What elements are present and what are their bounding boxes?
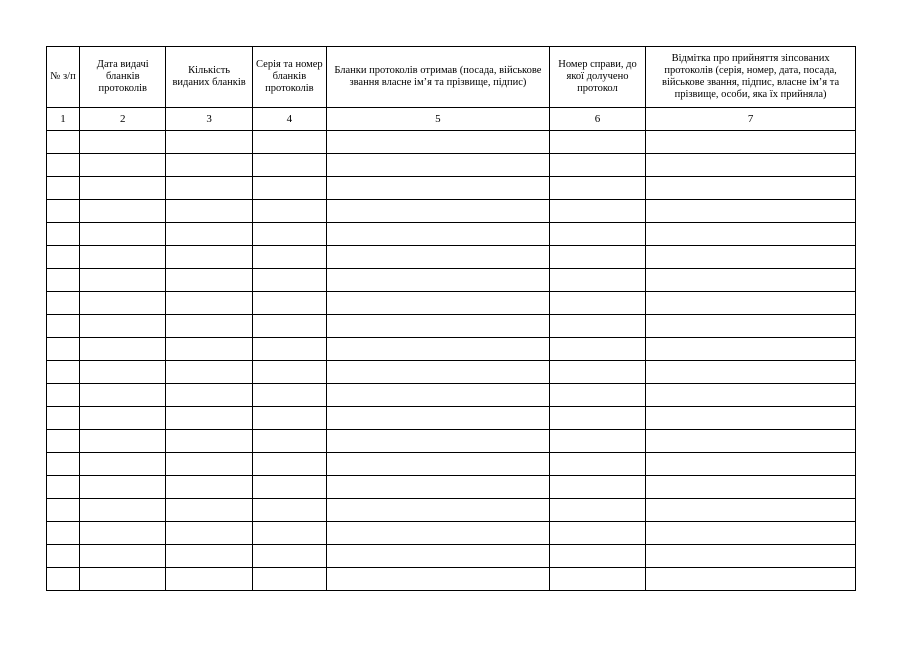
table-cell[interactable] <box>327 177 550 200</box>
table-cell[interactable] <box>80 292 166 315</box>
table-cell[interactable] <box>80 361 166 384</box>
table-cell[interactable] <box>646 522 856 545</box>
table-cell[interactable] <box>166 177 252 200</box>
table-cell[interactable] <box>646 453 856 476</box>
table-cell[interactable] <box>166 430 252 453</box>
table-cell[interactable] <box>80 154 166 177</box>
header-issue-date: Дата видачі бланків протоколів <box>80 47 166 108</box>
table-cell[interactable] <box>47 499 80 522</box>
table-cell[interactable] <box>646 131 856 154</box>
table-row <box>47 315 856 338</box>
table-cell[interactable] <box>646 384 856 407</box>
table-row <box>47 499 856 522</box>
table-cell[interactable] <box>327 200 550 223</box>
table-cell[interactable] <box>327 499 550 522</box>
table-cell[interactable] <box>646 545 856 568</box>
table-row <box>47 453 856 476</box>
table-row <box>47 338 856 361</box>
table-cell[interactable] <box>47 246 80 269</box>
table-cell[interactable] <box>47 407 80 430</box>
table-cell[interactable] <box>646 154 856 177</box>
table-cell[interactable] <box>549 522 645 545</box>
table-cell[interactable] <box>47 269 80 292</box>
table-cell[interactable] <box>47 430 80 453</box>
protocol-register-table <box>46 46 856 591</box>
table-cell[interactable] <box>252 269 326 292</box>
table-cell[interactable] <box>252 384 326 407</box>
column-number-row <box>47 108 856 131</box>
table-cell[interactable] <box>327 522 550 545</box>
table-cell[interactable] <box>80 384 166 407</box>
table-cell[interactable] <box>166 453 252 476</box>
header-spoiled-protocols-note: Відмітка про прийняття зіпсованих протоколів (серія, номер, дата, посада, військове звання, підпис, власне ім’я та прізвище, особи, яка їх прийняла) <box>646 47 856 108</box>
table-cell[interactable] <box>549 292 645 315</box>
table-cell[interactable] <box>80 568 166 591</box>
table-cell[interactable] <box>252 545 326 568</box>
column-number: 3 <box>166 108 252 131</box>
table-cell[interactable] <box>549 407 645 430</box>
table-cell[interactable] <box>646 223 856 246</box>
table-cell[interactable] <box>549 131 645 154</box>
table-cell[interactable] <box>47 315 80 338</box>
table-cell[interactable] <box>252 568 326 591</box>
table-cell[interactable] <box>80 200 166 223</box>
table-cell[interactable] <box>166 407 252 430</box>
column-number: 7 <box>646 108 856 131</box>
table-cell[interactable] <box>252 223 326 246</box>
table-cell[interactable] <box>47 384 80 407</box>
header-case-number: Номер справи, до якої долучено протокол <box>549 47 645 108</box>
table-cell[interactable] <box>549 315 645 338</box>
table-row <box>47 476 856 499</box>
table-cell[interactable] <box>646 292 856 315</box>
table-cell[interactable] <box>549 361 645 384</box>
table-cell[interactable] <box>166 384 252 407</box>
table-row <box>47 131 856 154</box>
table-cell[interactable] <box>47 476 80 499</box>
table-cell[interactable] <box>80 545 166 568</box>
table-cell[interactable] <box>327 223 550 246</box>
table-cell[interactable] <box>80 315 166 338</box>
table-cell[interactable] <box>327 315 550 338</box>
table-cell[interactable] <box>166 200 252 223</box>
table-cell[interactable] <box>646 246 856 269</box>
table-cell[interactable] <box>549 476 645 499</box>
table-cell[interactable] <box>47 568 80 591</box>
table-cell[interactable] <box>549 430 645 453</box>
table-cell[interactable] <box>327 269 550 292</box>
table-cell[interactable] <box>252 453 326 476</box>
table-cell[interactable] <box>327 453 550 476</box>
table-row <box>47 292 856 315</box>
table-cell[interactable] <box>252 154 326 177</box>
table-cell[interactable] <box>646 315 856 338</box>
table-cell[interactable] <box>80 453 166 476</box>
table-cell[interactable] <box>80 246 166 269</box>
table-row <box>47 545 856 568</box>
table-cell[interactable] <box>252 131 326 154</box>
table-cell[interactable] <box>646 407 856 430</box>
table-cell[interactable] <box>166 361 252 384</box>
table-cell[interactable] <box>80 407 166 430</box>
header-series-number: Серія та номер бланків протоколів <box>252 47 326 108</box>
table-cell[interactable] <box>549 200 645 223</box>
table-cell[interactable] <box>80 269 166 292</box>
table-cell[interactable] <box>327 430 550 453</box>
table-row <box>47 361 856 384</box>
table-cell[interactable] <box>47 154 80 177</box>
table-cell[interactable] <box>80 430 166 453</box>
table-cell[interactable] <box>252 246 326 269</box>
table-row <box>47 246 856 269</box>
table-cell[interactable] <box>327 246 550 269</box>
header-row <box>47 47 856 108</box>
table-cell[interactable] <box>646 177 856 200</box>
table-cell[interactable] <box>252 522 326 545</box>
table-body <box>47 131 856 591</box>
table-cell[interactable] <box>252 315 326 338</box>
table-row <box>47 568 856 591</box>
table-cell[interactable] <box>549 453 645 476</box>
table-cell[interactable] <box>327 476 550 499</box>
table-cell[interactable] <box>646 499 856 522</box>
table-cell[interactable] <box>646 361 856 384</box>
table-cell[interactable] <box>252 338 326 361</box>
table-cell[interactable] <box>80 338 166 361</box>
table-cell[interactable] <box>327 361 550 384</box>
column-number: 5 <box>327 108 550 131</box>
table-cell[interactable] <box>166 315 252 338</box>
table-row <box>47 200 856 223</box>
table-cell[interactable] <box>166 154 252 177</box>
table-cell[interactable] <box>549 499 645 522</box>
table-cell[interactable] <box>47 200 80 223</box>
table-cell[interactable] <box>47 131 80 154</box>
table-row <box>47 407 856 430</box>
table-cell[interactable] <box>549 223 645 246</box>
table-cell[interactable] <box>549 568 645 591</box>
table-cell[interactable] <box>166 131 252 154</box>
table-cell[interactable] <box>166 338 252 361</box>
table-cell[interactable] <box>327 154 550 177</box>
table-cell[interactable] <box>327 545 550 568</box>
table-cell[interactable] <box>166 545 252 568</box>
table-cell[interactable] <box>166 223 252 246</box>
header-row-number: № з/п <box>47 47 80 108</box>
table-cell[interactable] <box>252 177 326 200</box>
table-cell[interactable] <box>166 269 252 292</box>
table-cell[interactable] <box>47 545 80 568</box>
table-cell[interactable] <box>166 246 252 269</box>
header-received-by: Бланки протоколів отримав (посада, військове звання власне ім’я та прізвище, підпис) <box>327 47 550 108</box>
table-cell[interactable] <box>47 453 80 476</box>
table-cell[interactable] <box>47 223 80 246</box>
table-cell[interactable] <box>252 361 326 384</box>
column-number: 6 <box>549 108 645 131</box>
table-cell[interactable] <box>166 476 252 499</box>
table-cell[interactable] <box>549 269 645 292</box>
table-row <box>47 154 856 177</box>
table-cell[interactable] <box>646 269 856 292</box>
table-cell[interactable] <box>327 568 550 591</box>
column-number: 1 <box>47 108 80 131</box>
table-cell[interactable] <box>549 338 645 361</box>
table-cell[interactable] <box>549 384 645 407</box>
table-cell[interactable] <box>549 154 645 177</box>
column-number: 4 <box>252 108 326 131</box>
column-number: 2 <box>80 108 166 131</box>
table-cell[interactable] <box>549 246 645 269</box>
table-cell[interactable] <box>166 292 252 315</box>
table-cell[interactable] <box>166 522 252 545</box>
table-cell[interactable] <box>166 568 252 591</box>
table-cell[interactable] <box>646 568 856 591</box>
table-cell[interactable] <box>80 522 166 545</box>
table-cell[interactable] <box>252 499 326 522</box>
table-cell[interactable] <box>47 338 80 361</box>
table-row <box>47 430 856 453</box>
table-cell[interactable] <box>549 545 645 568</box>
table-cell[interactable] <box>327 292 550 315</box>
table-row <box>47 223 856 246</box>
table-cell[interactable] <box>327 338 550 361</box>
table-cell[interactable] <box>646 430 856 453</box>
table-row <box>47 384 856 407</box>
table-cell[interactable] <box>47 292 80 315</box>
table-cell[interactable] <box>327 131 550 154</box>
header-issued-count: Кількість виданих бланків <box>166 47 252 108</box>
table-cell[interactable] <box>327 384 550 407</box>
table-cell[interactable] <box>327 407 550 430</box>
table-cell[interactable] <box>549 177 645 200</box>
table-row <box>47 177 856 200</box>
table-cell[interactable] <box>80 223 166 246</box>
table-cell[interactable] <box>252 407 326 430</box>
table-cell[interactable] <box>47 522 80 545</box>
table-cell[interactable] <box>252 200 326 223</box>
table-cell[interactable] <box>80 476 166 499</box>
table-cell[interactable] <box>646 476 856 499</box>
table-cell[interactable] <box>80 131 166 154</box>
table-cell[interactable] <box>252 292 326 315</box>
table-cell[interactable] <box>80 177 166 200</box>
table-cell[interactable] <box>646 200 856 223</box>
table-cell[interactable] <box>166 499 252 522</box>
table-cell[interactable] <box>252 430 326 453</box>
table-cell[interactable] <box>47 177 80 200</box>
table-row <box>47 269 856 292</box>
table-cell[interactable] <box>646 338 856 361</box>
table-row <box>47 522 856 545</box>
table-cell[interactable] <box>80 499 166 522</box>
table-cell[interactable] <box>252 476 326 499</box>
table-cell[interactable] <box>47 361 80 384</box>
